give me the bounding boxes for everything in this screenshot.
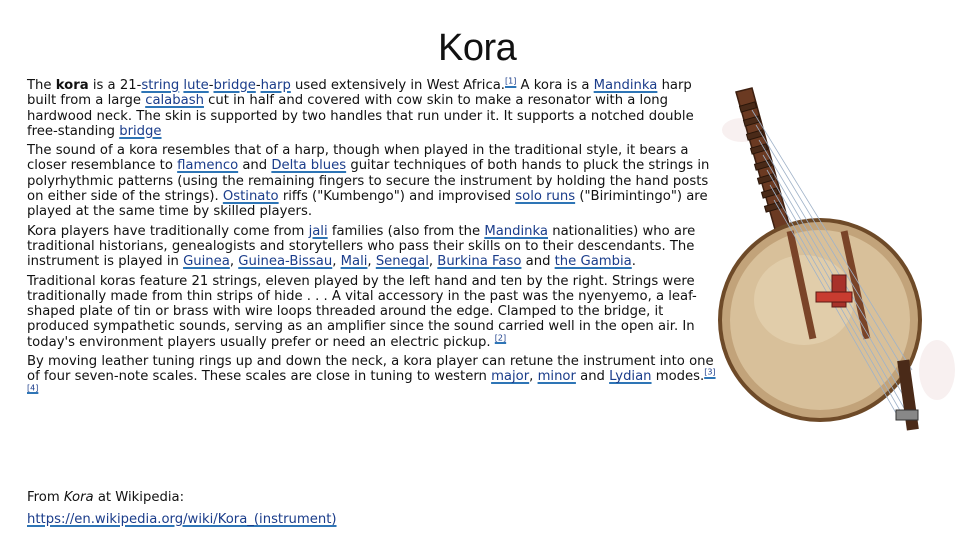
link-calabash[interactable]: calabash: [145, 93, 204, 109]
ref-2[interactable]: [2]: [494, 333, 507, 343]
link-harp[interactable]: harp: [260, 78, 291, 93]
link-burkina-faso[interactable]: Burkina Faso: [437, 254, 522, 270]
paragraph-sound: The sound of a kora resembles that of a harp, though when played in the traditional style, it bears a closer resemblance to flamenco and Delta blues guitar techniques of both hands to pluck the strings in polyrhythmic patterns (using the remaining fingers to secure the instrument by holding the hand posts on either side of the strings). Ostinato riffs ("Kumbengo") and improvised solo runs ("Birimintingo") are played at the same time by skilled players.: [27, 143, 710, 220]
link-flamenco[interactable]: flamenco: [177, 158, 239, 174]
link-mandinka-2[interactable]: Mandinka: [484, 223, 549, 239]
paragraph-intro: The kora is a 21-string lute-bridge-harp used extensively in West Africa.[1] A kora is a Mandinka harp built from a large calabash cut in half and covered with cow skin to make a resonator with a long hardwood neck. The skin is supported by two handles that run under it. It supports a notched double free-standing bridge: [27, 76, 694, 139]
source-url-link[interactable]: https://en.wikipedia.org/wiki/Kora_(instrument): [27, 512, 337, 527]
link-delta-blues[interactable]: Delta blues: [271, 158, 347, 174]
link-mali[interactable]: Mali: [340, 254, 368, 270]
link-guinea[interactable]: Guinea: [183, 254, 230, 270]
link-major[interactable]: major: [491, 369, 530, 385]
link-lydian[interactable]: Lydian: [609, 369, 652, 385]
link-minor[interactable]: minor: [537, 369, 576, 385]
kora-bold: kora: [55, 78, 89, 93]
paragraph-players: Kora players have traditionally come from jali families (also from the Mandinka nationalities) who are traditional historians, genealogists and storytellers who pass their skills on to their descendants. The instrument is played in Guinea, Guinea-Bissau, Mali, Senegal, Burkina Faso and the Gambia.: [27, 223, 696, 270]
slide-title: Kora: [438, 27, 517, 69]
link-senegal[interactable]: Senegal: [375, 254, 429, 270]
paragraph-tuning: By moving leather tuning rings up and down the neck, a kora player can retune the instrument into one of four seven-note scales. These scales are close in tuning to western major, minor and Lydian modes.[3][4]: [27, 354, 716, 393]
link-bridge[interactable]: bridge: [213, 78, 256, 93]
link-solo-runs[interactable]: solo runs: [515, 189, 576, 205]
link-jali[interactable]: jali: [308, 223, 328, 239]
link-lute[interactable]: lute: [183, 78, 209, 93]
link-bridge-2[interactable]: bridge: [119, 123, 162, 139]
source-citation: [27, 487, 337, 531]
body-text: [27, 78, 717, 404]
link-string[interactable]: string: [141, 78, 180, 93]
source-line: From Kora at Wikipedia:: [27, 490, 185, 505]
link-ostinato[interactable]: Ostinato: [222, 189, 279, 205]
link-the-gambia[interactable]: the Gambia: [554, 254, 632, 270]
kora-instrument-icon: [712, 70, 960, 450]
link-guinea-bissau[interactable]: Guinea-Bissau: [238, 254, 333, 270]
paragraph-strings: Traditional koras feature 21 strings, eleven played by the left hand and ten by the right. Strings were traditionally made from thin strips of hide . . . A vital accessory in the past was the nyenyemo, a leaf-shaped plate of tin or brass with wire loops threaded around the edge. Clamped to the bridge, it produced sympathetic sounds, serving as an amplifier since the sound carried well in the open air. In today's environment players usually prefer or need an electric pickup. [2]: [27, 273, 697, 350]
ref-3-4[interactable]: [3][4]: [27, 367, 716, 393]
ref-1[interactable]: [1]: [504, 76, 517, 86]
link-mandinka[interactable]: Mandinka: [593, 78, 658, 93]
kora-image: [712, 70, 960, 450]
